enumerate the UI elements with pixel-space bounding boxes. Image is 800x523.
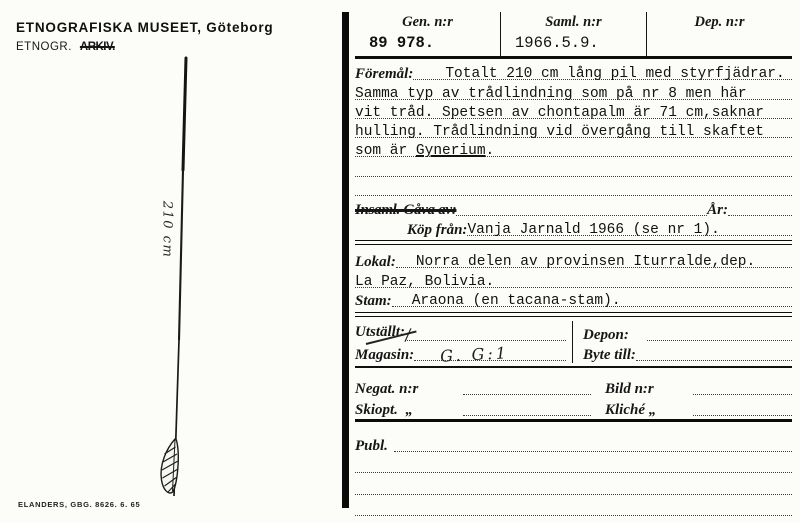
catalog-card [342,12,792,508]
archive-line [16,41,115,53]
card-header [355,12,792,59]
lokal-text-2: La Paz, Bolivia. [355,273,495,290]
foremal-row-2 [355,80,792,102]
utstalld-row [355,321,566,345]
arrow-fletching [161,439,178,493]
year-label: År: [707,202,728,219]
publ-row-empty-2 [355,473,792,495]
lokal-label: Lokal: [355,254,396,271]
archive-prefix: ETNOGR. [16,41,72,53]
publications-label: Publ. [355,437,388,454]
printer-mark: ELANDERS, GBG. 8626. 6. 65 [18,500,141,509]
byte-row [583,341,792,361]
museum-title: ETNOGRAFISKA MUSEET, Göteborg [16,20,274,35]
underlined-term: Gynerium [415,143,486,160]
gen-nr-field [355,12,500,56]
purchase-from-value: Vanja Jarnald 1966 (se nr 1). [467,221,720,238]
deposit-label: Depon: [583,327,629,343]
arrow-tip [183,58,186,170]
publ-row-empty-1 [355,452,792,474]
foremal-row-empty-1 [355,157,792,176]
dotted-line [355,176,792,196]
skiopt-kliche-row [355,395,792,416]
arrow-length-label: 210 cm [159,200,175,259]
dotted-line [414,340,566,366]
picture-number-label: Bild n:r [605,381,654,397]
exhibited-handwritten-value: / [404,324,415,345]
foremal-text-3: vit tråd. Spetsen av chontapalm är 71 cm,saknar [355,104,764,121]
publications-section [355,422,792,516]
dotted-line [396,248,792,271]
dotted-line [467,215,792,238]
exchange-label: Byte till: [583,347,636,363]
saml-nr-label: Saml. n:r [545,14,602,30]
magasin-row [355,341,566,366]
dotted-line [355,156,792,176]
depon-row [583,321,792,341]
stam-value: Araona (en tacana-stam). [411,292,621,309]
storage-handwritten-value: G. G:1 [439,343,510,366]
purchase-from-label: Köp från: [407,221,468,238]
dotted-line [392,287,792,307]
arrow-shaft-upper [179,170,183,340]
saml-nr-value: 1966.5.9. [515,34,599,52]
left-panel [0,0,340,523]
lokal-text-1: Norra delen av provinsen Iturralde,dep. [415,254,756,271]
foremal-row-1 [355,61,792,83]
lokal-row-1 [355,249,792,271]
stam-label: Stam: [355,292,392,309]
foremal-row-empty-2 [355,177,792,196]
stam-row [355,288,792,307]
struck-acquired-label: Insaml. Gåva av: [355,202,457,219]
dotted-line [693,394,792,416]
dep-nr-field [646,12,792,56]
dotted-line [355,451,792,474]
negative-number-label: Negat. n:r [355,381,419,397]
placement-right-column [573,321,792,363]
dotted-line [636,340,792,361]
lokal-row-2 [355,268,792,290]
foremal-row-4 [355,119,792,141]
media-section [355,368,792,416]
foremal-label: Föremål: [355,66,414,83]
acquisition-row-1 [355,197,792,219]
negat-bild-row [355,374,792,395]
dep-nr-label: Dep. n:r [694,14,745,30]
slide-label: Skiopt. „ [355,402,413,418]
gen-nr-label: Gen. n:r [402,14,453,30]
saml-nr-field [500,12,646,56]
dotted-line [355,99,792,119]
exhibited-label-wrap [355,323,405,341]
foremal-section [355,59,792,195]
arrow-drawing [112,50,222,510]
acquisition-section [355,195,792,237]
locality-section [355,245,792,309]
placement-section [355,317,792,366]
dotted-line [355,494,792,517]
dotted-line [355,472,792,495]
dotted-line [355,118,792,141]
dotted-line [355,79,792,102]
dotted-line [355,137,792,160]
placement-left-column [355,321,573,366]
dotted-line [413,60,792,83]
foremal-row-5 [355,138,792,160]
foremal-text-5: som är Gynerium. [355,143,495,160]
foremal-text-4: hulling. Trådlindning vid övergång till skaftet [355,124,764,141]
cliche-label: Kliché „ [605,402,657,418]
publ-row-empty-3 [355,495,792,517]
dotted-line [463,373,591,395]
publ-row-1 [355,430,792,452]
foremal-text-2: Samma typ av trådlindning som på nr 8 men här [355,85,747,102]
gen-nr-value: 89 978. [369,34,435,52]
dotted-line [463,394,591,416]
dotted-line [394,429,792,452]
dotted-line [456,196,707,216]
exhibited-label: Utställt: [355,324,406,340]
storage-label: Magasin: [355,347,415,363]
foremal-text-1: Totalt 210 cm lång pil med styrfjädrar. [445,66,785,83]
dotted-line [355,267,792,290]
dotted-line [404,320,566,345]
foremal-row-3 [355,100,792,119]
dotted-line [693,373,792,395]
archive-struck-word: ARKIV. [79,41,115,53]
dotted-line [647,320,792,341]
dotted-line [728,196,792,216]
